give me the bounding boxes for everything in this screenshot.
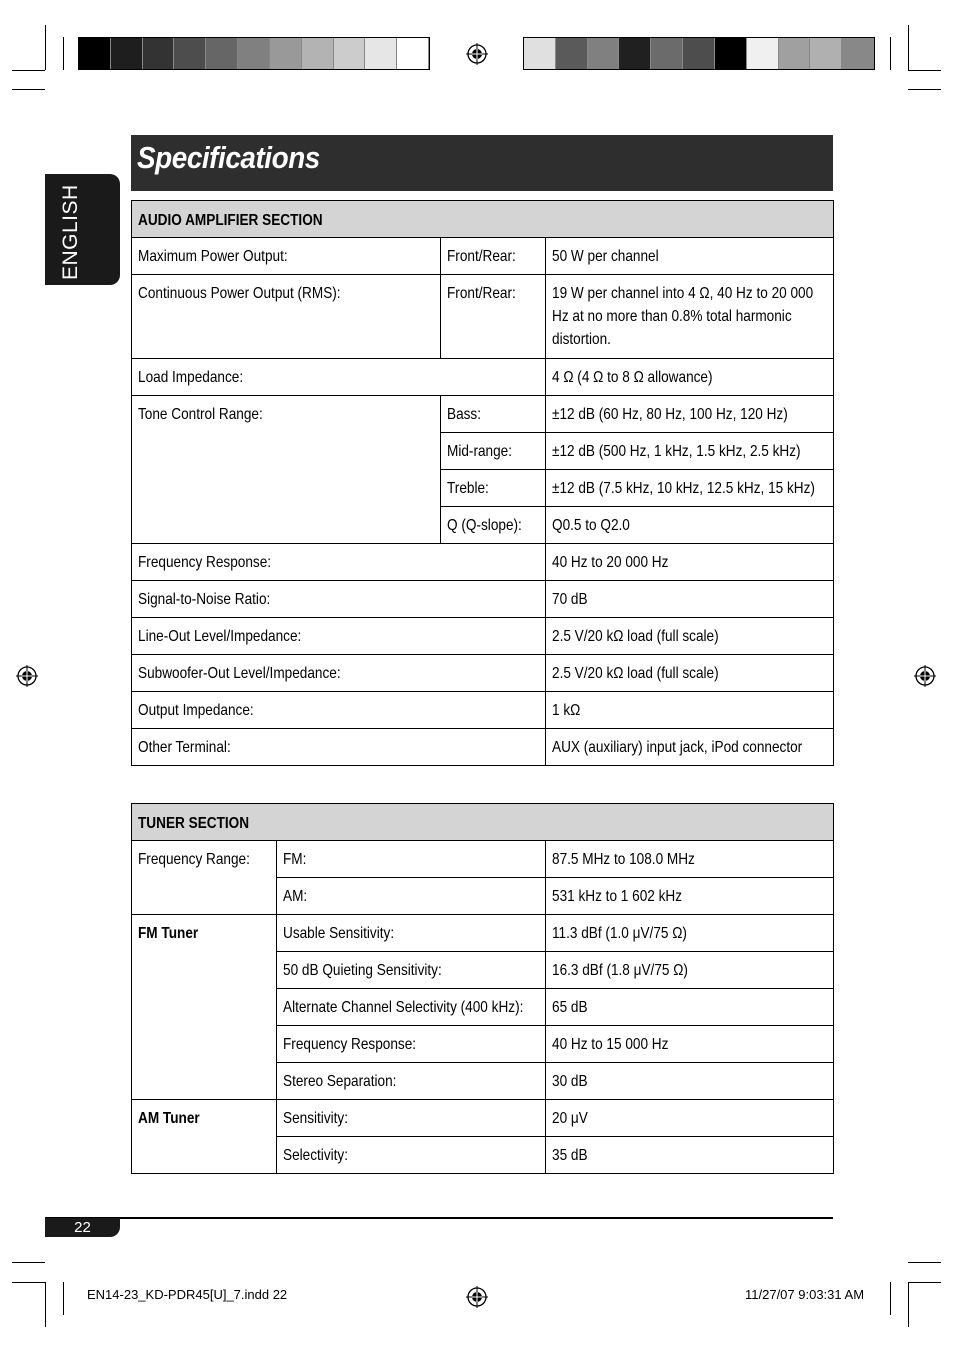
table-row <box>132 1100 834 1137</box>
table-row <box>132 275 834 359</box>
spec-group-label: FM Tuner <box>138 925 199 942</box>
spec-label: Other Terminal: <box>138 739 231 756</box>
color-bar-right <box>523 37 875 70</box>
table-row <box>132 692 834 729</box>
spec-value: 16.3 dBf (1.8 μV/75 Ω) <box>552 962 688 979</box>
registration-mark-icon <box>466 43 488 65</box>
spec-value: 70 dB <box>552 591 588 608</box>
color-swatch <box>111 38 143 69</box>
tuner-table <box>131 803 834 1174</box>
table-row <box>132 581 834 618</box>
table-row <box>132 359 834 396</box>
crop-mark <box>908 25 909 70</box>
table-row <box>132 396 834 433</box>
spec-sublabel: FM: <box>283 851 307 868</box>
spec-value: 11.3 dBf (1.0 μV/75 Ω) <box>552 925 687 942</box>
color-swatch <box>397 38 429 69</box>
crop-mark <box>908 89 941 90</box>
color-swatch <box>302 38 334 69</box>
spec-sublabel: Sensitivity: <box>283 1110 348 1127</box>
section-header: TUNER SECTION <box>132 804 834 841</box>
spec-value: 2.5 V/20 kΩ load (full scale) <box>552 665 719 682</box>
registration-mark-icon <box>16 665 38 687</box>
color-swatch <box>270 38 302 69</box>
spec-value: 40 Hz to 20 000 Hz <box>552 554 669 571</box>
spec-sublabel: Front/Rear: <box>447 285 516 302</box>
spec-label: Line-Out Level/Impedance: <box>138 628 302 645</box>
color-swatch <box>779 38 811 69</box>
color-swatch <box>619 38 651 69</box>
spec-group-label: AM Tuner <box>138 1110 200 1127</box>
spec-sublabel: Mid-range: <box>447 443 513 460</box>
spec-sublabel: Q (Q-slope): <box>447 517 522 534</box>
crop-mark <box>908 70 941 71</box>
spec-value: 40 Hz to 15 000 Hz <box>552 1036 669 1053</box>
crop-mark <box>63 1282 64 1315</box>
crop-mark <box>45 25 46 70</box>
crop-mark <box>12 1282 45 1283</box>
page-rule <box>45 1217 833 1219</box>
spec-label: Continuous Power Output (RMS): <box>138 285 341 302</box>
color-bar-left <box>78 37 430 70</box>
page-number: 22 <box>45 1218 120 1237</box>
color-swatch <box>206 38 238 69</box>
spec-value: 19 W per channel into 4 Ω, 40 Hz to 20 000 Hz at no more than 0.8% total harmonic distortion. <box>552 285 814 348</box>
color-swatch <box>651 38 683 69</box>
spec-sublabel: Usable Sensitivity: <box>283 925 395 942</box>
spec-value: 35 dB <box>552 1147 588 1164</box>
spec-label: Signal-to-Noise Ratio: <box>138 591 271 608</box>
table-row <box>132 729 834 766</box>
table-row <box>132 655 834 692</box>
spec-sublabel: AM: <box>283 888 308 905</box>
color-swatch <box>747 38 779 69</box>
crop-mark <box>908 1282 909 1327</box>
color-swatch <box>683 38 715 69</box>
color-swatch <box>334 38 366 69</box>
spec-value: 30 dB <box>552 1073 588 1090</box>
language-tab-label: ENGLISH <box>59 184 82 280</box>
color-swatch <box>810 38 842 69</box>
page-title: Specifications <box>137 140 320 175</box>
spec-value: 4 Ω (4 Ω to 8 Ω allowance) <box>552 369 713 386</box>
spec-sublabel: Alternate Channel Selectivity (400 kHz): <box>283 999 524 1016</box>
table-row <box>132 544 834 581</box>
spec-label: Subwoofer-Out Level/Impedance: <box>138 665 341 682</box>
spec-sublabel: Bass: <box>447 406 482 423</box>
crop-mark <box>890 1282 891 1315</box>
audio-amplifier-table <box>131 200 834 766</box>
color-swatch <box>588 38 620 69</box>
crop-mark <box>908 1262 941 1263</box>
spec-label: Maximum Power Output: <box>138 248 288 265</box>
spec-value: ±12 dB (7.5 kHz, 10 kHz, 12.5 kHz, 15 kHz) <box>552 480 815 497</box>
crop-mark <box>12 1262 45 1263</box>
spec-value: 531 kHz to 1 602 kHz <box>552 888 683 905</box>
registration-mark-icon <box>914 665 936 687</box>
spec-value: 65 dB <box>552 999 588 1016</box>
color-swatch <box>842 38 874 69</box>
table-row <box>132 915 834 952</box>
color-swatch <box>556 38 588 69</box>
spec-value: Q0.5 to Q2.0 <box>552 517 630 534</box>
spec-sublabel: Stereo Separation: <box>283 1073 397 1090</box>
spec-sublabel: Front/Rear: <box>447 248 516 265</box>
spec-value: ±12 dB (500 Hz, 1 kHz, 1.5 kHz, 2.5 kHz) <box>552 443 801 460</box>
table-row <box>132 841 834 878</box>
color-swatch <box>365 38 397 69</box>
table-row <box>132 238 834 275</box>
crop-mark <box>12 89 45 90</box>
spec-value: 20 μV <box>552 1110 588 1127</box>
footer-filename: EN14-23_KD-PDR45[U]_7.indd 22 <box>87 1287 288 1302</box>
spec-value: 50 W per channel <box>552 248 659 265</box>
spec-sublabel: Selectivity: <box>283 1147 348 1164</box>
table-row <box>132 618 834 655</box>
spec-label: Frequency Response: <box>138 554 272 571</box>
footer-timestamp: 11/27/07 9:03:31 AM <box>745 1287 865 1302</box>
color-swatch <box>524 38 556 69</box>
crop-mark <box>63 37 64 70</box>
registration-mark-icon <box>466 1286 488 1308</box>
spec-value: 2.5 V/20 kΩ load (full scale) <box>552 628 719 645</box>
crop-mark <box>12 70 45 71</box>
color-swatch <box>715 38 747 69</box>
crop-mark <box>908 1282 941 1283</box>
crop-mark <box>890 37 891 70</box>
color-swatch <box>79 38 111 69</box>
spec-label: Frequency Range: <box>138 851 250 868</box>
spec-sublabel: 50 dB Quieting Sensitivity: <box>283 962 442 979</box>
crop-mark <box>45 1282 46 1327</box>
color-swatch <box>174 38 206 69</box>
section-header: AUDIO AMPLIFIER SECTION <box>132 201 834 238</box>
spec-label: Output Impedance: <box>138 702 254 719</box>
color-swatch <box>238 38 270 69</box>
spec-value: 87.5 MHz to 108.0 MHz <box>552 851 695 868</box>
spec-sublabel: Treble: <box>447 480 489 497</box>
color-swatch <box>143 38 175 69</box>
spec-value: ±12 dB (60 Hz, 80 Hz, 100 Hz, 120 Hz) <box>552 406 788 423</box>
spec-label: Load Impedance: <box>138 369 244 386</box>
spec-sublabel: Frequency Response: <box>283 1036 417 1053</box>
spec-value: AUX (auxiliary) input jack, iPod connector <box>552 739 803 756</box>
spec-label: Tone Control Range: <box>138 406 263 423</box>
spec-value: 1 kΩ <box>552 702 581 719</box>
